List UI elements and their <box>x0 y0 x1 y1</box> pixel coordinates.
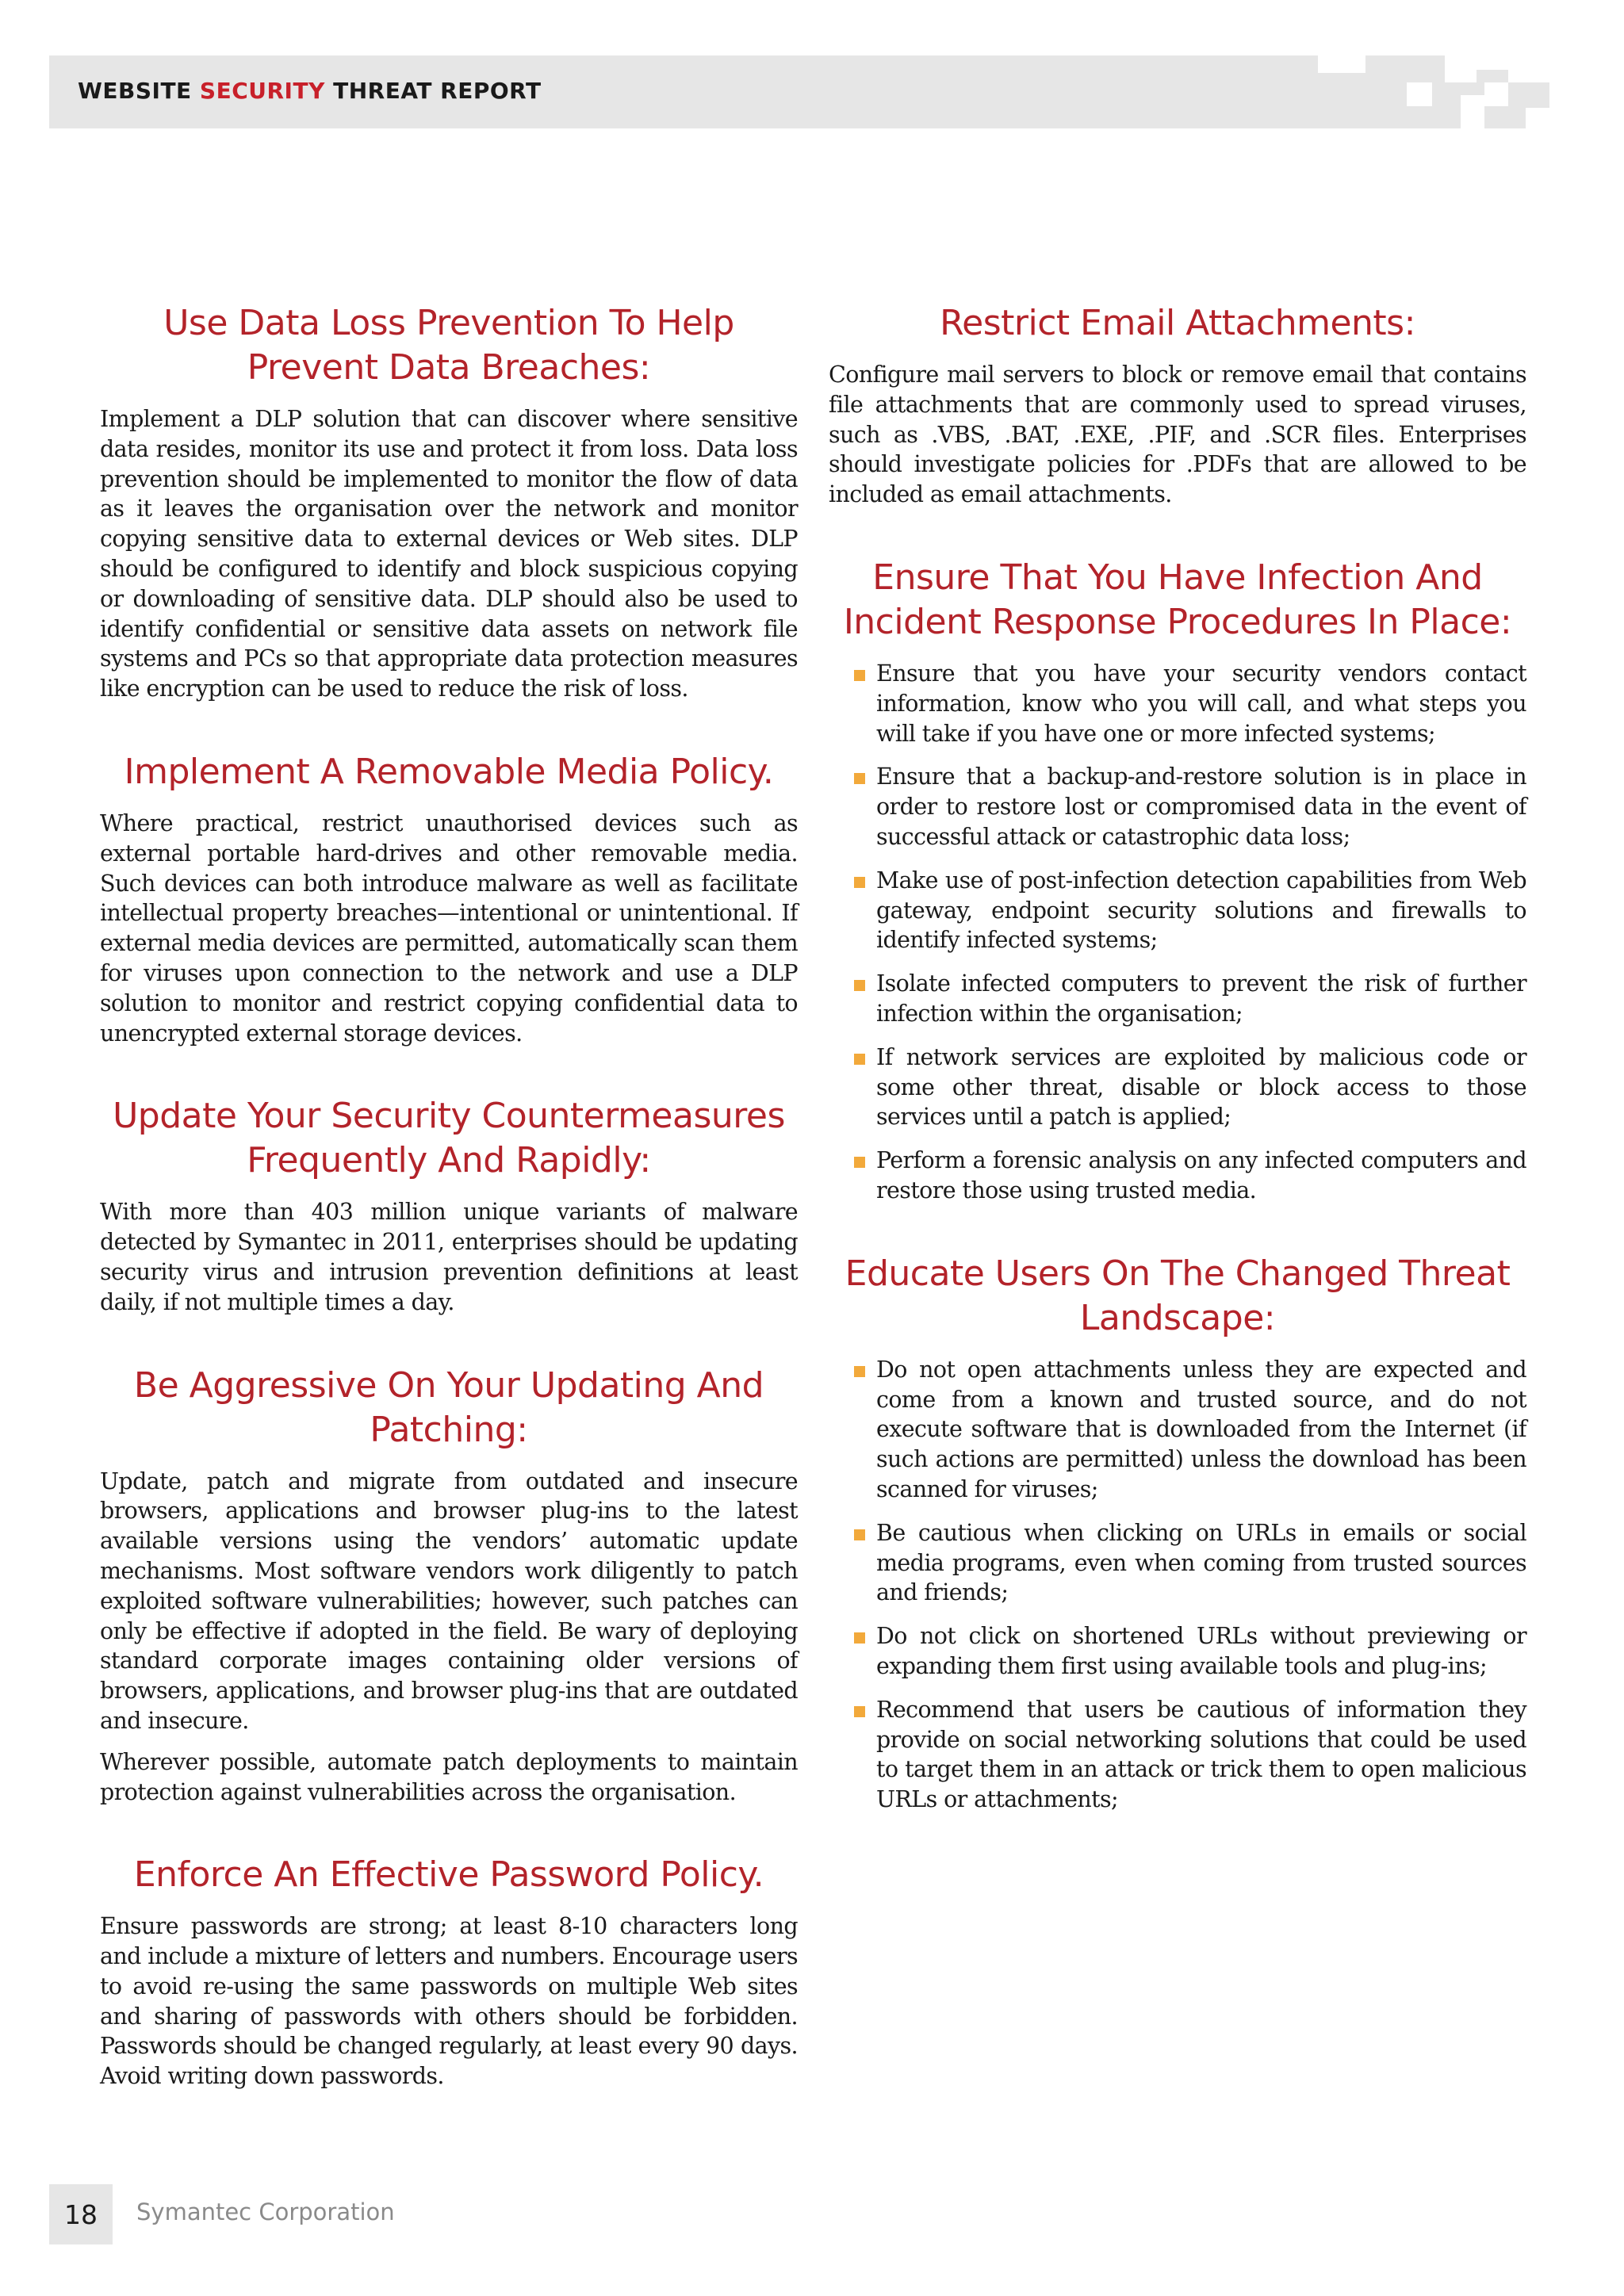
square-bullet-icon <box>854 1157 865 1168</box>
square-bullet-icon <box>854 1632 865 1644</box>
section-heading: Ensure That You Have Infection And Incident Response Procedures In Place: <box>843 557 1512 642</box>
bullet-text: Ensure that you have your security vendors contact information, know who you will call, and what steps you will take if you have one or more infected systems; <box>876 660 1526 747</box>
bullet-item <box>829 1355 1526 1505</box>
report-title-part1: WEBSITE <box>78 78 200 104</box>
section-heading: Restrict Email Attachments: <box>940 303 1415 343</box>
bullet-list <box>829 659 1526 1206</box>
bullet-item <box>829 659 1526 748</box>
bullet-item <box>829 1043 1526 1132</box>
body-paragraph: Wherever possible, automate patch deployments to maintain protection against vulnerabilities across the organisation. <box>100 1748 798 1805</box>
section-ensure-that-you-have-infection-and-incid <box>829 556 1526 1206</box>
body-paragraph: Implement a DLP solution that can discover where sensitive data resides, monitor its use and protect it from loss. Data loss prevention should be implemented to monitor the flow of data as it leaves the organisation over the network and monitor copying sensitive data to external devices or Web sites. DLP should be configured to identify and block suspicious copying or downloading of sensitive data. DLP should also be used to identify confidential or sensitive data assets on network file systems and PCs so that appropriate data protection measures like encryption can be used to reduce the risk of loss. <box>100 406 798 702</box>
bullet-item <box>829 866 1526 955</box>
bullet-item <box>829 1621 1526 1682</box>
square-bullet-icon <box>854 877 865 888</box>
section-heading: Use Data Loss Prevention To Help Prevent Data Breaches: <box>163 303 734 388</box>
square-bullet-icon <box>854 1054 865 1065</box>
right-column <box>829 301 1526 1861</box>
bullet-list <box>829 1355 1526 1815</box>
section-heading: Implement A Removable Media Policy. <box>124 751 774 792</box>
square-bullet-icon <box>854 670 865 681</box>
report-title-part2: THREAT REPORT <box>324 78 542 104</box>
body-paragraph: Update, patch and migrate from outdated and insecure browsers, applications and browser plug-ins to the latest available versions using the vendors’ automatic update mechanisms. Most software vendors work diligently to patch exploited software vulnerabilities; however, such patches can only be effective if adopted in the field. Be wary of deploying standard corporate images containing older versions of browsers, applications, and browser plug-ins that are outdated and insecure. <box>100 1468 798 1734</box>
bullet-text: If network services are exploited by malicious code or some other threat, disable or block access to those services until a patch is applied; <box>876 1043 1526 1131</box>
bullet-text: Be cautious when clicking on URLs in emails or social media programs, even when coming from trusted sources and friends; <box>876 1519 1526 1606</box>
left-column <box>100 301 798 2137</box>
bullet-text: Isolate infected computers to prevent the risk of further infection within the organisation; <box>876 970 1526 1027</box>
report-title <box>78 78 542 104</box>
bullet-text: Ensure that a backup-and-restore solution is in place in order to restore lost or compromised data in the event of successful attack or catastrophic data loss; <box>876 763 1526 850</box>
bullet-item <box>829 969 1526 1029</box>
section-heading: Educate Users On The Changed Threat Landscape: <box>845 1253 1511 1338</box>
square-bullet-icon <box>854 1366 865 1377</box>
square-bullet-icon <box>854 1529 865 1540</box>
square-bullet-icon <box>854 1706 865 1717</box>
bullet-text: Perform a forensic analysis on any infected computers and restore those using trusted media. <box>876 1147 1526 1203</box>
section-heading: Update Your Security Countermeasures Frequently And Rapidly: <box>113 1096 785 1181</box>
section-restrict-email-attachments <box>829 301 1526 510</box>
section-heading: Enforce An Effective Password Policy. <box>133 1854 764 1896</box>
body-paragraph: With more than 403 million unique variants of malware detected by Symantec in 2011, enterprises should be updating security virus and intrusion prevention definitions at least daily, if not multiple times a day. <box>100 1199 798 1315</box>
section-heading: Be Aggressive On Your Updating And Patching: <box>133 1364 764 1450</box>
page-number: 18 <box>49 2184 113 2244</box>
bullet-item <box>829 1146 1526 1206</box>
bullet-text: Make use of post-infection detection capabilities from Web gateway, endpoint security solutions and firewalls to identify infected systems; <box>876 867 1526 954</box>
section-update-your-security-countermeasures-fre <box>100 1094 798 1317</box>
body-paragraph: Configure mail servers to block or remove email that contains file attachments that are commonly used to spread viruses, such as .VBS, .BAT, .EXE, .PIF, and .SCR files. Enterprises should investigate policies for .PDFs that are allowed to be included as email attachments. <box>829 362 1526 508</box>
footer-company: Symantec Corporation <box>136 2198 395 2225</box>
section-be-aggressive-on-your-updating-and-patch <box>100 1364 798 1808</box>
bullet-text: Recommend that users be cautious of information they provide on social networking solutions that could be used to target them in an attack or trick them to open malicious URLs or attachments; <box>876 1696 1526 1813</box>
report-header-bar <box>49 55 1575 128</box>
bullet-text: Do not click on shortened URLs without previewing or expanding them first using available tools and plug-ins; <box>876 1623 1526 1679</box>
bullet-item <box>829 762 1526 851</box>
body-paragraph: Where practical, restrict unauthorised devices such as external portable hard-drives and other removable media. Such devices can both introduce malware as well as facilitate intellectual property breaches—intentional or unintentional. If external media devices are permitted, automatically scan them for viruses upon connection to the network and use a DLP solution to monitor and restrict copying confidential data to unencrypted external storage devices. <box>100 809 798 1047</box>
bullet-text: Do not open attachments unless they are expected and come from a known and trusted source, and do not execute software that is downloaded from the Internet (if such actions are permitted) unless the download has been scanned for viruses; <box>876 1356 1526 1502</box>
report-title-accent: SECURITY <box>199 78 325 104</box>
bullet-item <box>829 1695 1526 1815</box>
square-bullet-icon <box>854 980 865 991</box>
square-bullet-icon <box>854 773 865 784</box>
body-paragraph: Ensure passwords are strong; at least 8-10 characters long and include a mixture of letters and numbers. Encourage users to avoid re-using the same passwords on multiple Web sites and sharing of passwords with others should be forbidden. Passwords should be changed regularly, at least every 90 days. Avoid writing down passwords. <box>100 1913 798 2090</box>
section-use-data-loss-prevention-to-help-prevent <box>100 301 798 704</box>
section-educate-users-on-the-changed-threat-land <box>829 1252 1526 1815</box>
bullet-item <box>829 1518 1526 1608</box>
section-enforce-an-effective-password-policy <box>100 1853 798 2091</box>
section-implement-a-removable-media-policy <box>100 750 798 1048</box>
